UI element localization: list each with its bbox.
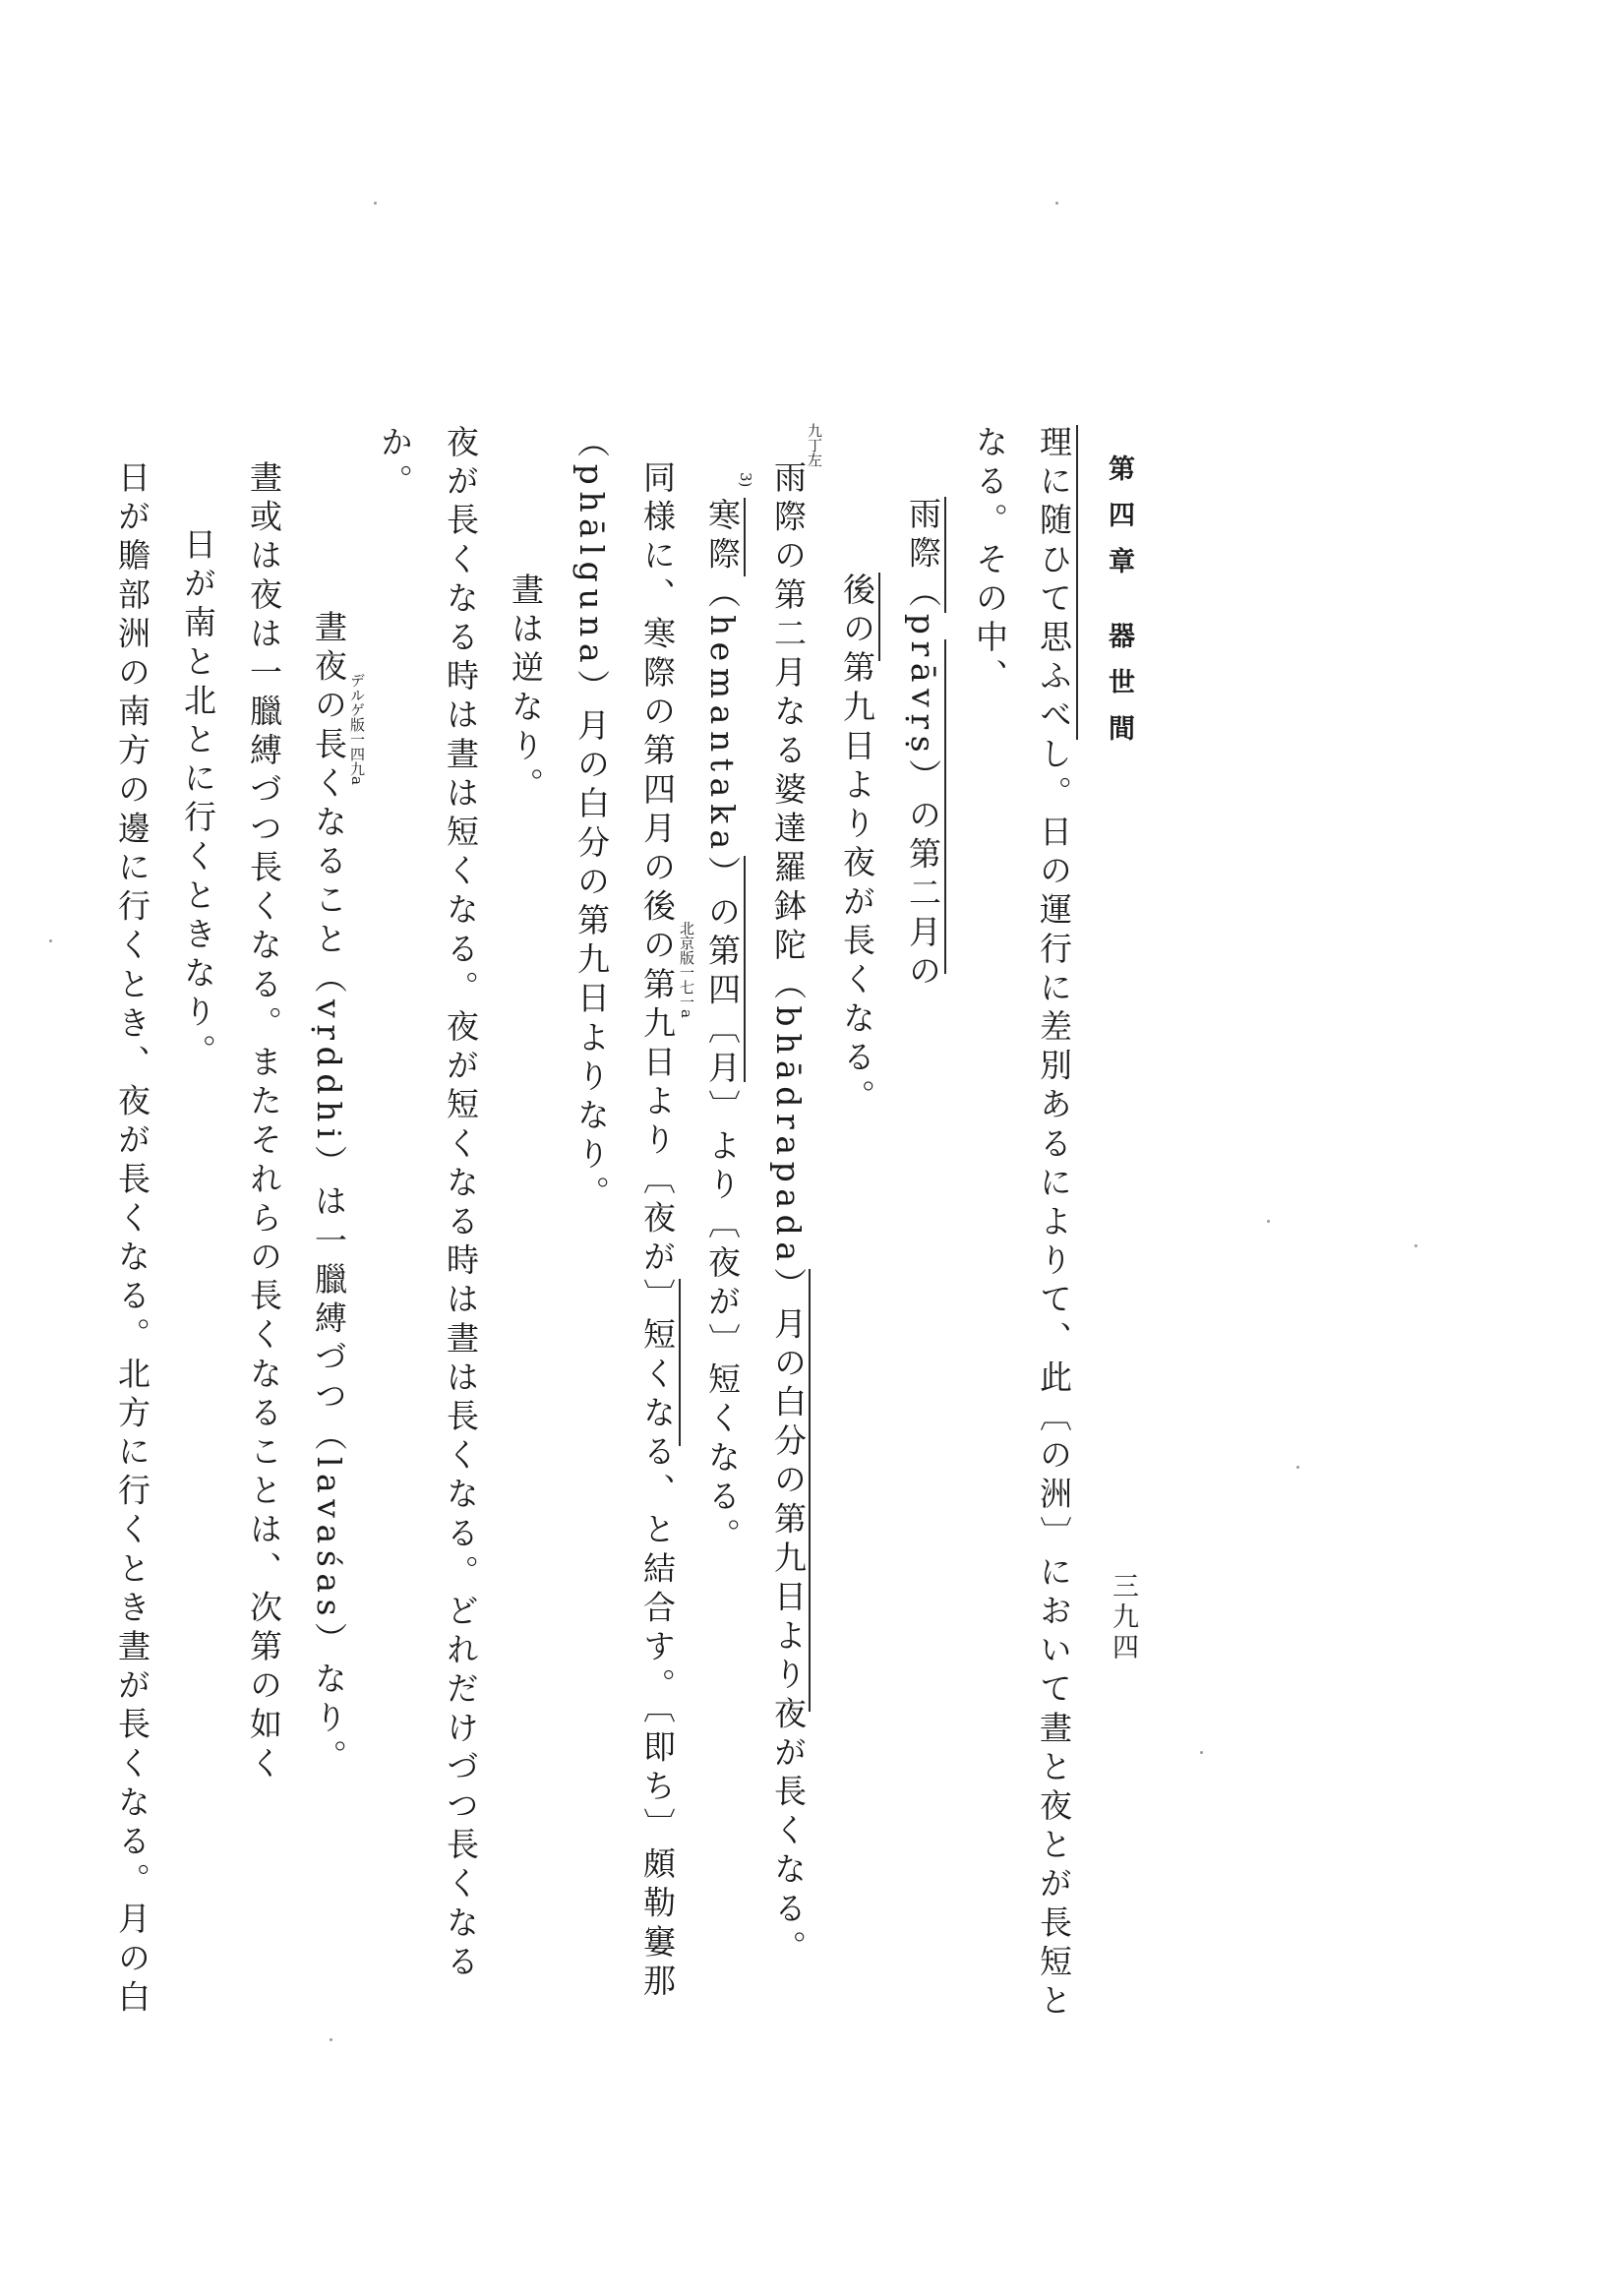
edge-line: [944, 639, 946, 974]
verse-column-3: 寒際（hemantaka）の第四〔月〕より〔夜が〕短くなる。: [703, 498, 742, 1557]
scan-speck: [1200, 1751, 1203, 1754]
scan-speck: [374, 202, 377, 205]
scan-speck: [1055, 202, 1058, 205]
annotation-folio: 九丁左: [806, 423, 823, 467]
edge-line: [744, 498, 746, 576]
annotation-footnote-marker: 3): [737, 472, 754, 488]
text-column-2: なる。その中、: [971, 425, 1009, 698]
text-column-8: 晝或は夜は一臘縛づつ長くなる。またそれらの長くなることは、次第の如く: [245, 460, 283, 1785]
page-number: 三九四: [1108, 1572, 1138, 1663]
scan-speck: [330, 2038, 332, 2041]
text-column-10: 日が贍部洲の南方の邊に行くとき、夜が長くなる。北方に行くとき晝が長くなる。月の白: [113, 460, 151, 2019]
annotation-derge: デルゲ版一四九a: [348, 673, 366, 785]
edge-line: [1076, 425, 1078, 740]
edge-line: [809, 1269, 811, 1712]
verse-column-5: 晝夜の長くなること（vṛddhi）は一臘縛づつ（lavaśas）なり。: [310, 610, 348, 1779]
text-column-4: 同様に、寒際の第四月の後の第九日より〔夜が〕短くなる、と結合す。〔即ち〕頗勒窶那: [638, 460, 677, 2003]
text-column-5: （phālguna）月の白分の第九日よりなり。: [572, 425, 611, 1215]
text-column-7: か。: [376, 425, 414, 504]
edge-line: [679, 1279, 681, 1446]
scan-speck: [1296, 1466, 1299, 1469]
edge-line: [878, 573, 880, 661]
text-column-9: 日が南と北とに行くときなり。: [179, 527, 217, 1073]
running-head: 第四章 器世間: [1104, 454, 1134, 761]
text-column-1: 理に随ひて思ふべし。日の運行に差別あるによりて、此〔の洲〕において晝と夜とが長短と: [1035, 425, 1073, 2023]
text-column-6: 夜が長くなる時は晝は短くなる。夜が短くなる時は晝は長くなる。どれだけづつ長くなる: [442, 425, 480, 1983]
text-column-3: 雨際の第二月なる婆達羅鉢陀（bhādrapada）月の白分の第九日より夜が長くなる。: [769, 460, 808, 1969]
verse-column-1: 雨際（prāvṛṣ）の第二月の: [904, 497, 942, 993]
verse-column-2: 後の第九日より夜が長くなる。: [838, 573, 876, 1118]
edge-line: [944, 497, 946, 613]
annotation-peking: 北京版一七一a: [678, 921, 695, 1018]
verse-column-4: 晝は逆なり。: [507, 573, 545, 807]
scan-speck: [1267, 1220, 1270, 1223]
scan-speck: [1414, 1244, 1417, 1247]
edge-line: [744, 856, 746, 1082]
scan-speck: [49, 939, 52, 942]
